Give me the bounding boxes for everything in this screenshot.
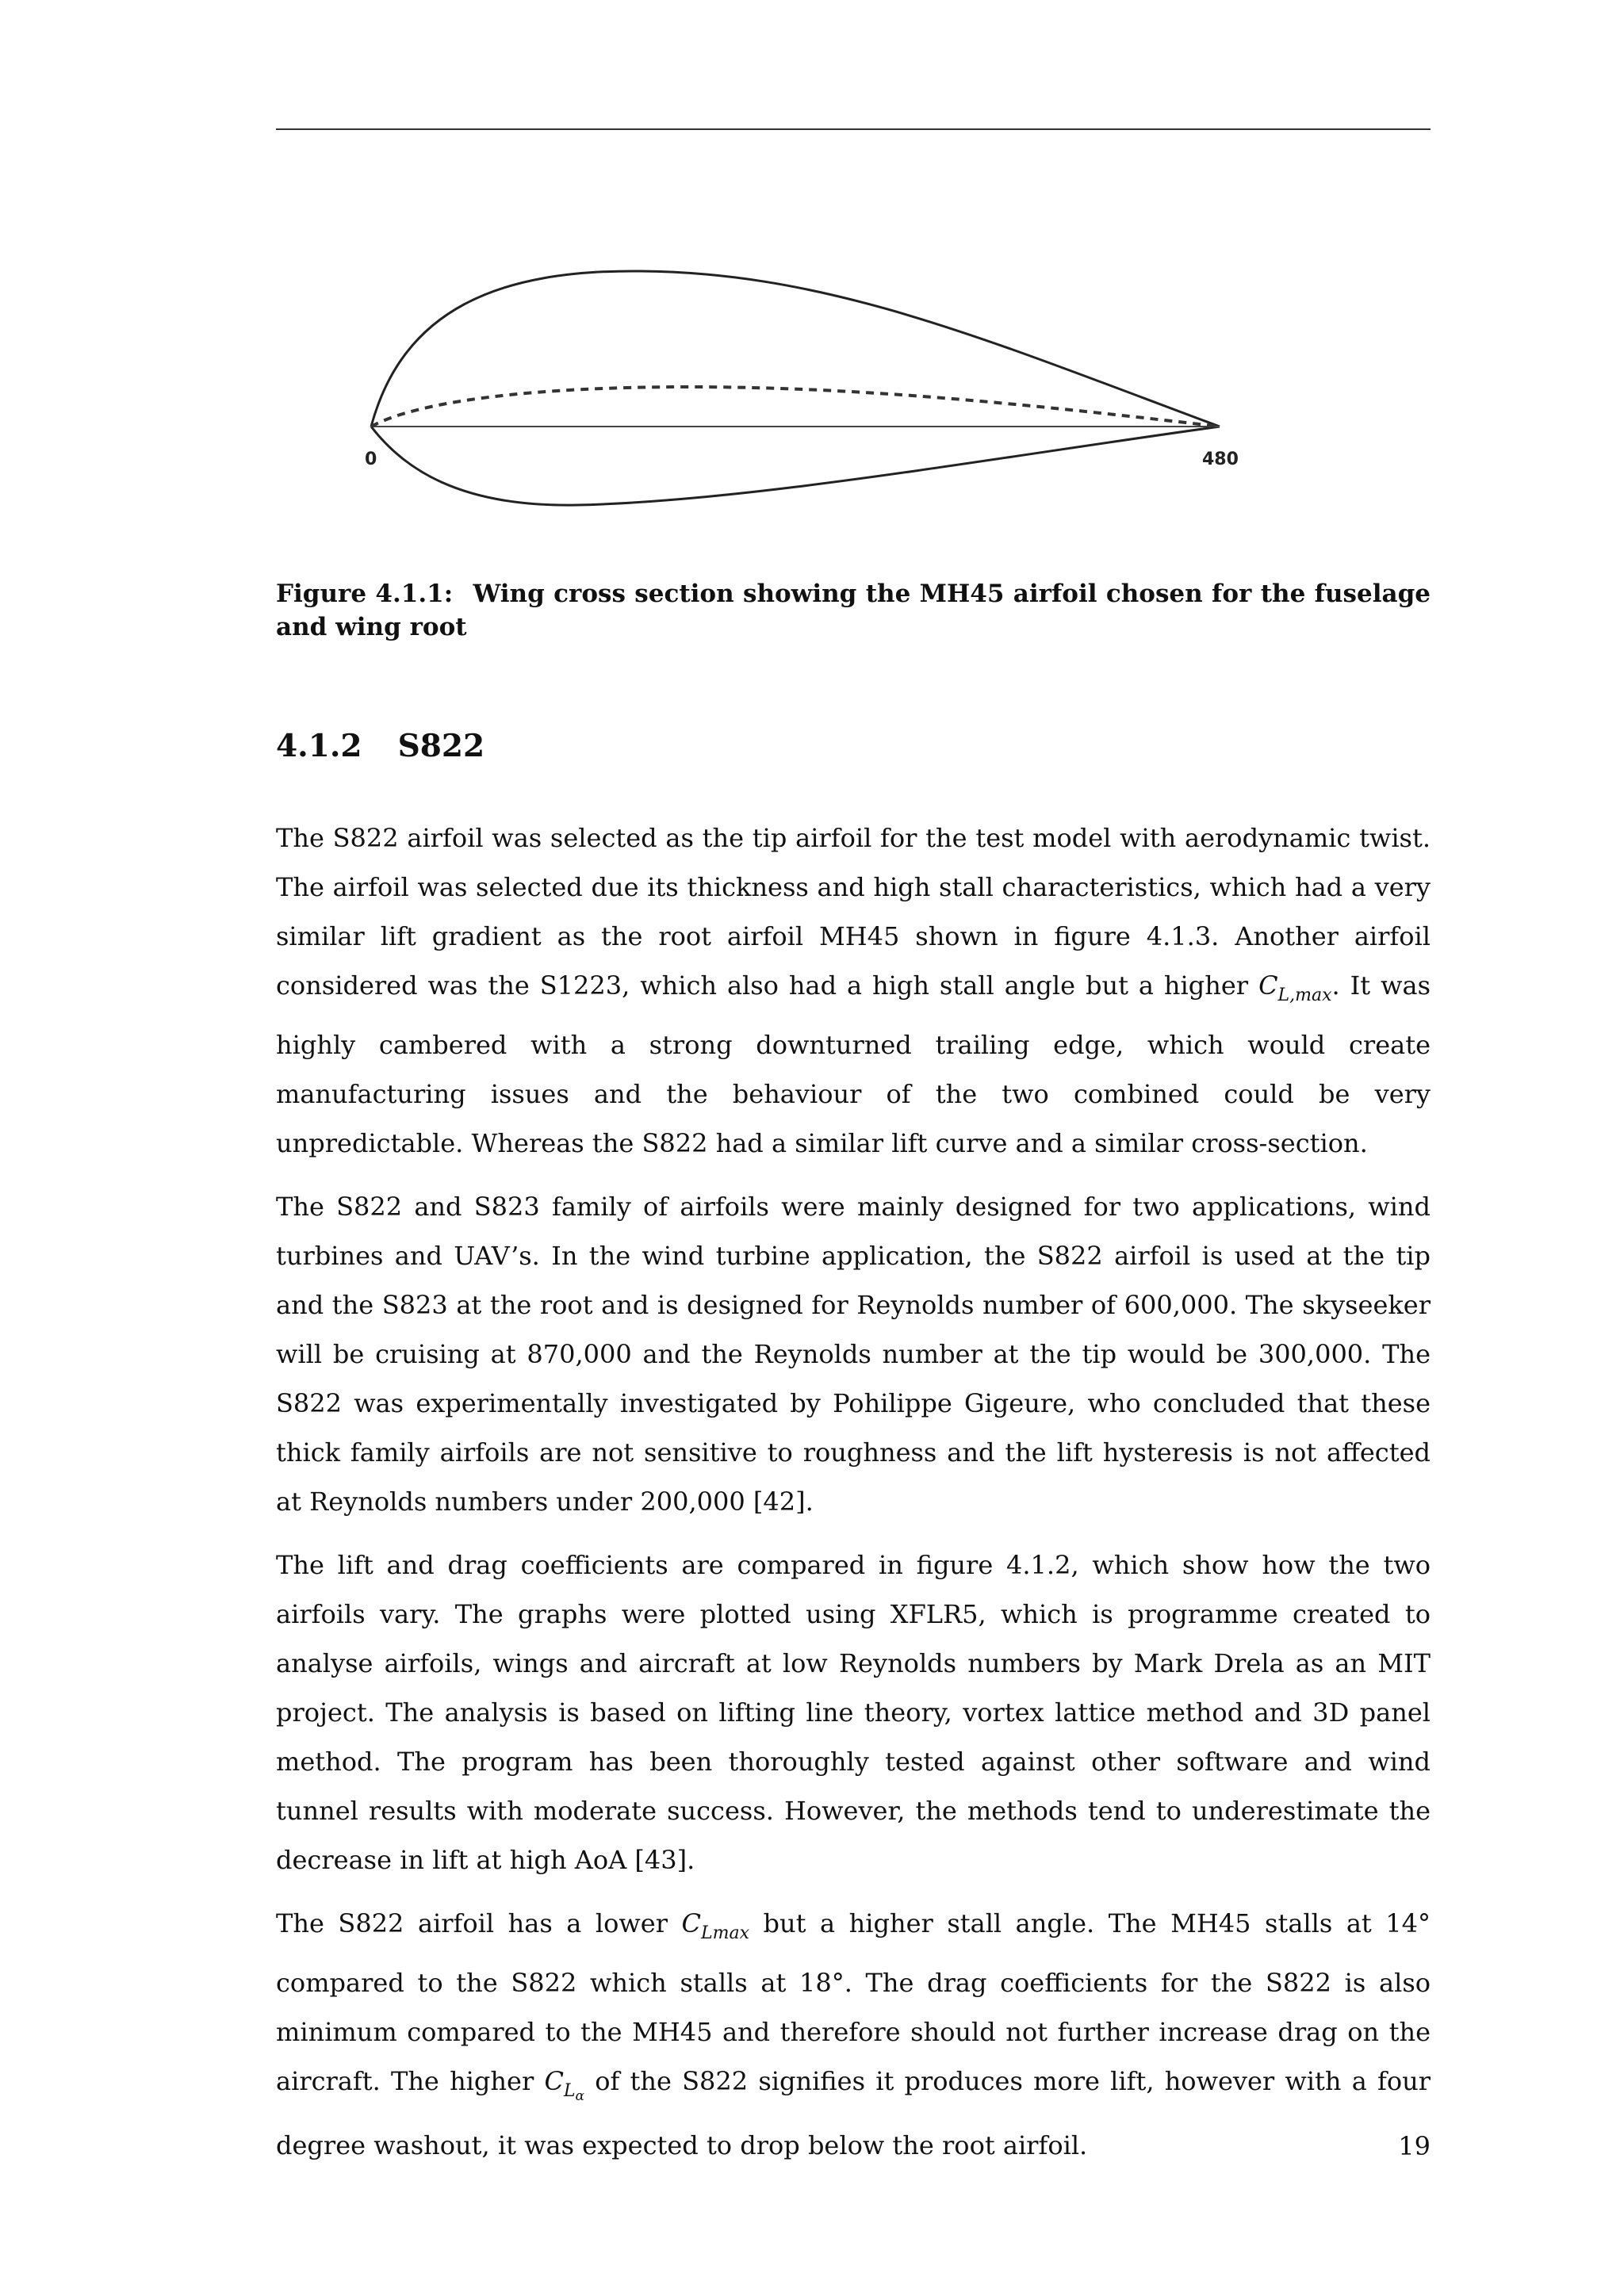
label-trailing-edge: 480: [1202, 450, 1239, 469]
paragraph-2: The S822 and S823 family of airfoils were mainly designed for two applications, wind turbines and UAV’s. In the wind turbine application, the S822 airfoil is used at the tip and the S823 at the root and is designed for Reynolds number of 600,000. The skyseeker will be cruising at 870,000 and the Reynolds number at the tip would be 300,000. The S822 was experimentally investigated by Pohilippe Gigeure, who concluded that these thick family airfoils are not sensitive to roughness and the lift hysteresis is not affected at Reynolds numbers under 200,000 [42].: [276, 1192, 1431, 1517]
math-cl-max: $C_{L,max}$: [1258, 970, 1332, 1005]
caption-label: Figure 4.1.1:: [276, 580, 454, 608]
caption-text: Wing cross section showing the MH45 airfoil chosen for the fuselage and wing root: [276, 580, 1431, 641]
label-leading-edge: 0: [365, 450, 377, 469]
body-text: [276, 813, 1431, 2184]
airfoil-lower-surface: [371, 427, 1220, 505]
paragraph-1-part-b: . It was highly cambered with a strong downturned trailing edge, which would create manufacturing issues and the behaviour of the two combined could be very unpredictable. Whereas the S822 had a similar lift curve and a similar cross-section.: [276, 970, 1431, 1158]
header-rule: [276, 128, 1431, 130]
paragraph-4-part-c: of the S822 signifies it produces more lift, however with a four degree washout, it was expected to drop below the root airfoil.: [276, 2066, 1431, 2160]
paragraph-4-part-b: but a higher stall angle. The MH45 stalls at 14° compared to the S822 which stalls at 18°. The drag coefficients for the S822 is also minimum compared to the MH45 and therefore should not further increase drag on the aircraft. The higher: [276, 1908, 1431, 2096]
paragraph-1: [276, 813, 1431, 1168]
airfoil-diagram: [276, 206, 1431, 539]
paragraph-1-part-a: The S822 airfoil was selected as the tip airfoil for the test model with aerodynamic twist. The airfoil was selected due its thickness and high stall characteristics, which had a very similar lift gradient as the root airfoil MH45 shown in figure 4.1.3. Another airfoil considered was the S1223, which also had a high stall angle but a higher: [276, 823, 1431, 1001]
section-title: S822: [397, 728, 485, 764]
paragraph-3: The lift and drag coefficients are compared in figure 4.1.2, which show how the two airfoils vary. The graphs were plotted using XFLR5, which is programme created to analyse airfoils, wings and aircraft at low Reynolds numbers by Mark Drela as an MIT project. The analysis is based on lifting line theory, vortex lattice method and 3D panel method. The program has been thoroughly tested against other software and wind tunnel results with moderate success. However, the methods tend to underestimate the decrease in lift at high AoA [43].: [276, 1550, 1431, 1875]
math-clmax: $C_{Lmax}$: [681, 1908, 750, 1943]
paragraph-4: [276, 1899, 1431, 2170]
section-number: 4.1.2: [276, 728, 362, 764]
section-heading: [276, 728, 485, 764]
airfoil-figure: [276, 206, 1431, 539]
page-number: 19: [1398, 2131, 1431, 2161]
camber-line: [371, 387, 1220, 427]
figure-caption: [276, 577, 1431, 644]
airfoil-upper-surface: [371, 271, 1220, 427]
math-cl-alpha: $C_{L_\alpha}$: [544, 2066, 585, 2104]
paragraph-4-part-a: The S822 airfoil has a lower: [276, 1908, 682, 1938]
